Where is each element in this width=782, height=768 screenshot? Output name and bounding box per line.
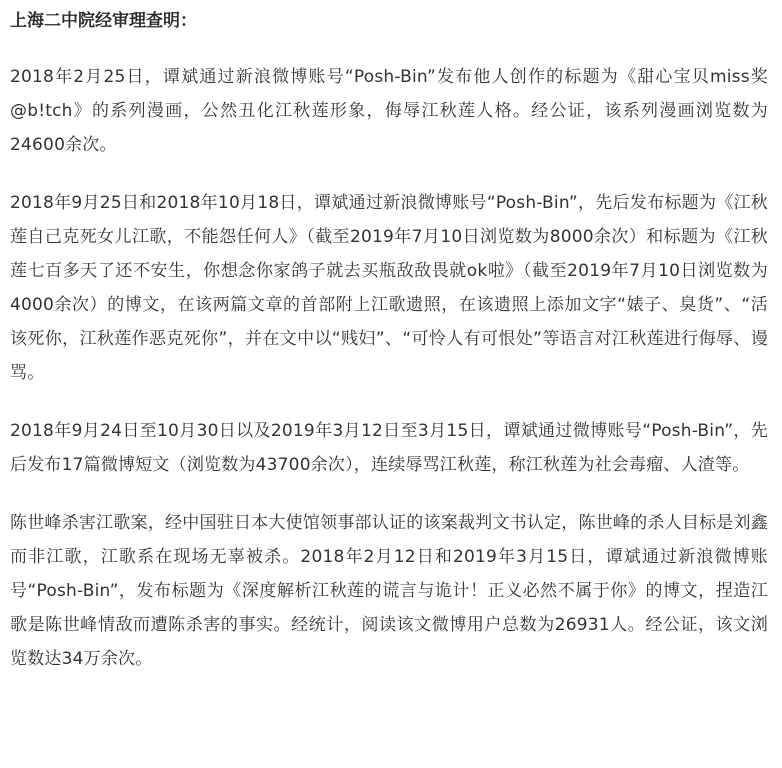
paragraph-2: 2018年9月25日和2018年10月18日，谭斌通过新浪微博账号“Posh-Bin”，先后发布标题为《江秋莲自己克死女儿江歌，不能怨任何人》（截至2019年7月10日浏览数为8000余次）和标题为《江秋莲七百多天了还不安生，你想念你家鸽子就去买瓶敌敌畏就ok啦》（截至2019年7月10日浏览数为4000余次）的博文，在该两篇文章的首部附上江歌遗照，在该遗照上添加文字“婊子、臭货”、“活该死你，江秋莲作恶克死你”，并在文中以“贱妇”、“可怜人有可恨处”等语言对江秋莲进行侮辱、谩骂。 xyxy=(10,193,768,383)
paragraph-4: 陈世峰杀害江歌案，经中国驻日本大使馆领事部认证的该案裁判文书认定，陈世峰的杀人目标是刘鑫而非江歌，江歌系在现场无辜被杀。2018年2月12日和2019年3月15日，谭斌通过新浪微博账号“Posh-Bin”，发布标题为《深度解析江秋莲的谎言与诡计！正义必然不属于你》的博文，捏造江歌是陈世峰情敌而遭陈杀害的事实。经统计，阅读该文微博用户总数为26931人。经公证，该文浏览数达34万余次。 xyxy=(10,513,768,669)
paragraph-1: 2018年2月25日，谭斌通过新浪微博账号“Posh-Bin”发布他人创作的标题为《甜心宝贝miss奖@b!tch》的系列漫画，公然丑化江秋莲形象，侮辱江秋莲人格。经公证，该系列漫画浏览数为24600余次。 xyxy=(10,67,768,155)
paragraph-3: 2018年9月24日至10月30日以及2019年3月12日至3月15日，谭斌通过微博账号“Posh-Bin”，先后发布17篇微博短文（浏览数为43700余次），连续辱骂江秋莲，称江秋莲为社会毒瘤、人渣等。 xyxy=(10,421,768,475)
section-heading: 上海二中院经审理查明： xyxy=(10,11,197,31)
